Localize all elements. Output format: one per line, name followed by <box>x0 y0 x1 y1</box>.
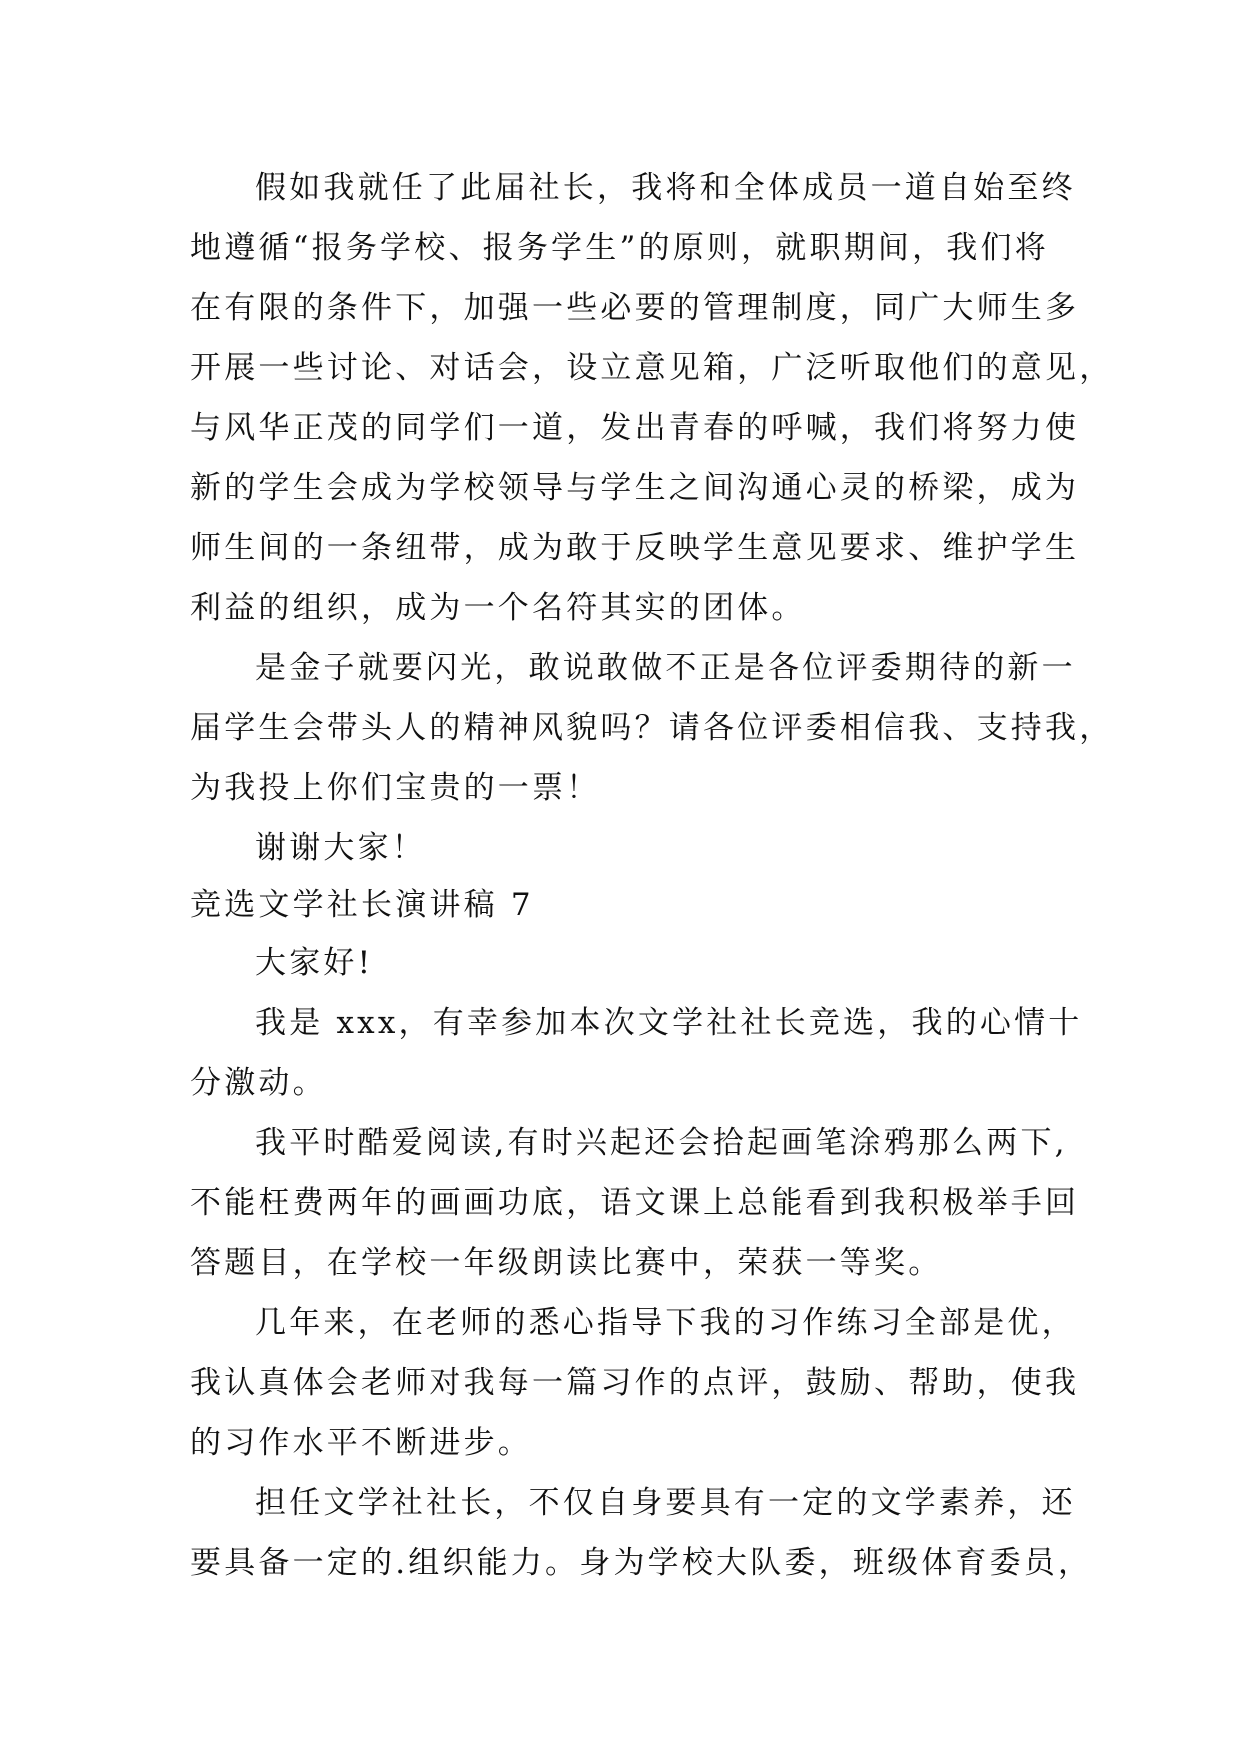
text-line: 我是 xxx，有幸参加本次文学社社长竞选，我的心情十 <box>255 1005 1083 1041</box>
document-body <box>190 158 1114 1593</box>
text-line: 我认真体会老师对我每一篇习作的点评，鼓励、帮助，使我 <box>190 1365 1080 1401</box>
text-line: 师生间的一条纽带，成为敢于反映学生意见要求、维护学生 <box>190 530 1080 566</box>
text-line: 在有限的条件下，加强一些必要的管理制度，同广大师生多 <box>190 290 1080 326</box>
text-line: 的习作水平不断进步。 <box>190 1425 532 1461</box>
text-line: 地遵循“报务学校、报务学生”的原则，就职期间，我们将 <box>190 230 1049 266</box>
section-heading: 竞选文学社长演讲稿 7 <box>190 887 534 923</box>
text-line: 不能枉费两年的画画功底，语文课上总能看到我积极举手回 <box>190 1185 1080 1221</box>
text-line: 大家好! <box>255 945 374 981</box>
text-line: 与风华正茂的同学们一道，发出青春的呼喊，我们将努力使 <box>190 410 1080 446</box>
text-line: 是金子就要闪光，敢说敢做不正是各位评委期待的新一 <box>255 650 1076 686</box>
text-line: 开展一些讨论、对话会，设立意见箱，广泛听取他们的意见， <box>190 350 1114 386</box>
text-line: 我平时酷爱阅读,有时兴起还会拾起画笔涂鸦那么两下, <box>255 1125 1068 1161</box>
text-line: 要具备一定的.组织能力。身为学校大队委，班级体育委员， <box>190 1545 1093 1581</box>
text-line: 担任文学社社长，不仅自身要具有一定的文学素养，还 <box>255 1485 1076 1521</box>
text-line: 利益的组织，成为一个名符其实的团体。 <box>190 590 806 626</box>
text-line: 假如我就任了此届社长，我将和全体成员一道自始至终 <box>255 170 1076 206</box>
text-line: 分激动。 <box>190 1065 327 1101</box>
text-line: 谢谢大家！ <box>255 830 426 866</box>
text-line: 答题目，在学校一年级朗读比赛中，荣获一等奖。 <box>190 1245 943 1281</box>
text-line: 几年来，在老师的悉心指导下我的习作练习全部是优， <box>255 1305 1076 1341</box>
text-line: 新的学生会成为学校领导与学生之间沟通心灵的桥梁，成为 <box>190 470 1080 506</box>
text-line: 为我投上你们宝贵的一票！ <box>190 770 601 806</box>
text-line: 届学生会带头人的精神风貌吗？请各位评委相信我、支持我， <box>190 710 1114 746</box>
